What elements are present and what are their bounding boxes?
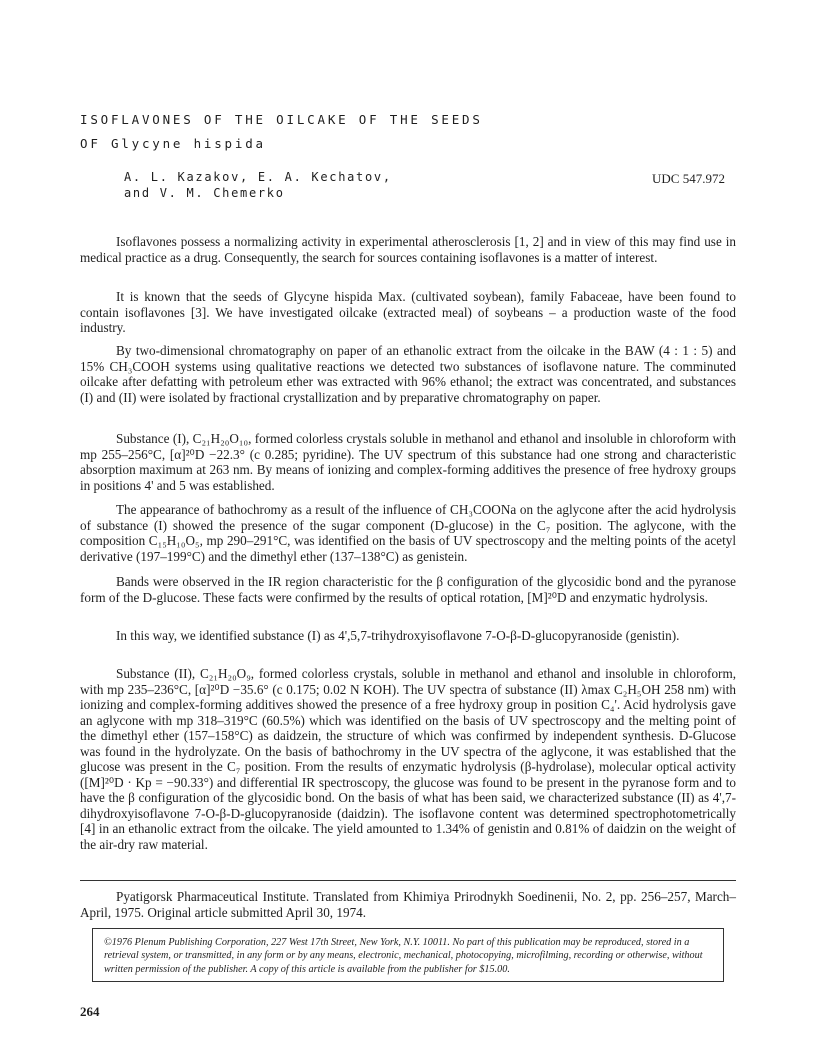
paragraph-bathochromy: The appearance of bathochromy as a result of the influence of CH₃COONa on the aglycone after the acid hydrolysis of substance (I) showed the presence of the sugar component (D-glucose) in the C₇ position. The aglycone, with the composition C₁₅H₁₀O₅, mp 290–291°C, was identified on the basis of UV spectroscopy and the melting points of the acetyl derivative (197–199°C) and the dimethyl ether (137–138°C) as genistein. bbox=[80, 502, 736, 564]
authors-line-1: A. L. Kazakov, E. A. Kechatov, bbox=[124, 170, 392, 184]
paragraph-substance-1: Substance (I), C₂₁H₂₀O₁₀, formed colorless crystals soluble in methanol and ethanol and insoluble in chloroform with mp 255–256°C, [α]²⁰D −22.3° (c 0.285; pyridine). The UV spectrum of this substance had one strong and characteristic absorption maximum at 263 nm. By means of ionizing and complex-forming additives the presence of free hydroxy groups in positions 4' and 5 was established. bbox=[80, 431, 736, 493]
paragraph-intro: Isoflavones possess a normalizing activity in experimental atherosclerosis [1, 2] and in view of this may find use in medical practice as a drug. Consequently, the search for sources containing isoflavones is a matter of interest. bbox=[80, 234, 736, 265]
authors-line-2: and V. M. Chemerko bbox=[124, 186, 285, 200]
article-title-line-1: ISOFLAVONES OF THE OILCAKE OF THE SEEDS bbox=[80, 112, 483, 127]
footnote-rule bbox=[80, 880, 736, 881]
affiliation-footnote: Pyatigorsk Pharmaceutical Institute. Translated from Khimiya Prirodnykh Soedinenii, No. 2, pp. 256–257, March–April, 1975. Original article submitted April 30, 1974. bbox=[80, 889, 736, 920]
article-title-line-2: OF Glycyne hispida bbox=[80, 136, 266, 151]
udc-code: UDC 547.972 bbox=[652, 171, 725, 186]
paragraph-substance-2: Substance (II), C₂₁H₂₀O₉, formed colorless crystals, soluble in methanol and ethanol and insoluble in chloroform, with mp 235–236°C, [α]²⁰D −35.6° (c 0.175; 0.02 N KOH). The UV spectra of substance (II) λmax C₂H₅OH 258 nm) with ionizing and complex-forming additives showed the presence of a free hydroxy group in position C₄'. Acid hydrolysis gave an aglycone with mp 318–319°C (60.5%) which was identified on the basis of UV spectroscopy and the melting point of the dimethyl ether (157–158°C) as daidzein, the structure of which was confirmed by independent synthesis. D-Glucose was found in the hydrolyzate. On the basis of bathochromy in the UV spectra of the aglycone, it was established that the glucose was present in the C₇ position. From the results of enzymatic hydrolysis (β-hydrolase), molecular optical activity ([M]²⁰D · Kp = −90.33°) and differential IR spectroscopy, the glucose was found to be present in the pyranose form and to have the β configuration of the glycosidic bond. On the basis of what has been said, we characterized substance (II) as 4',7-dihydroxyisoflavone 7-O-β-D-glucopyranoside (daidzin). The isoflavone content was determined spectrophotometrically [4] in an ethanolic extract from the oilcake. The yield amounted to 1.34% of genistin and 0.81% of daidzin on the weight of the air-dry raw material. bbox=[80, 666, 736, 852]
paragraph-ir-bands: Bands were observed in the IR region characteristic for the β configuration of the glycosidic bond and the pyranose form of the D-glucose. These facts were confirmed by the results of optical rotation, [M]²⁰D and enzymatic hydrolysis. bbox=[80, 574, 736, 605]
paragraph-chromatography: By two-dimensional chromatography on paper of an ethanolic extract from the oilcake in the BAW (4 : 1 : 5) and 15% CH₃COOH systems using qualitative reactions we detected two substances of isoflavone nature. The comminuted oilcake after defatting with petroleum ether was extracted with 96% ethanol; the extract was concentrated, and substances (I) and (II) were isolated by fractional crystallization and by preparative chromatography on paper. bbox=[80, 343, 736, 405]
paragraph-source: It is known that the seeds of Glycyne hispida Max. (cultivated soybean), family Fabaceae, have been found to contain isoflavones [3]. We have investigated oilcake (extracted meal) of soybeans – a production waste of the food industry. bbox=[80, 289, 736, 335]
paragraph-genistin: In this way, we identified substance (I) as 4',5,7-trihydroxyisoflavone 7-O-β-D-glucopyranoside (genistin). bbox=[116, 628, 680, 643]
copyright-notice: ©1976 Plenum Publishing Corporation, 227 West 17th Street, New York, N.Y. 10011. No part of this publication may be reproduced, stored in a retrieval system, or transmitted, in any form or by any means, electronic, mechanical, photocopying, microfilming, recording or otherwise, without written permission of the publisher. A copy of this article is available from the publisher for $15.00. bbox=[104, 937, 703, 975]
page-number: 264 bbox=[80, 1004, 100, 1019]
